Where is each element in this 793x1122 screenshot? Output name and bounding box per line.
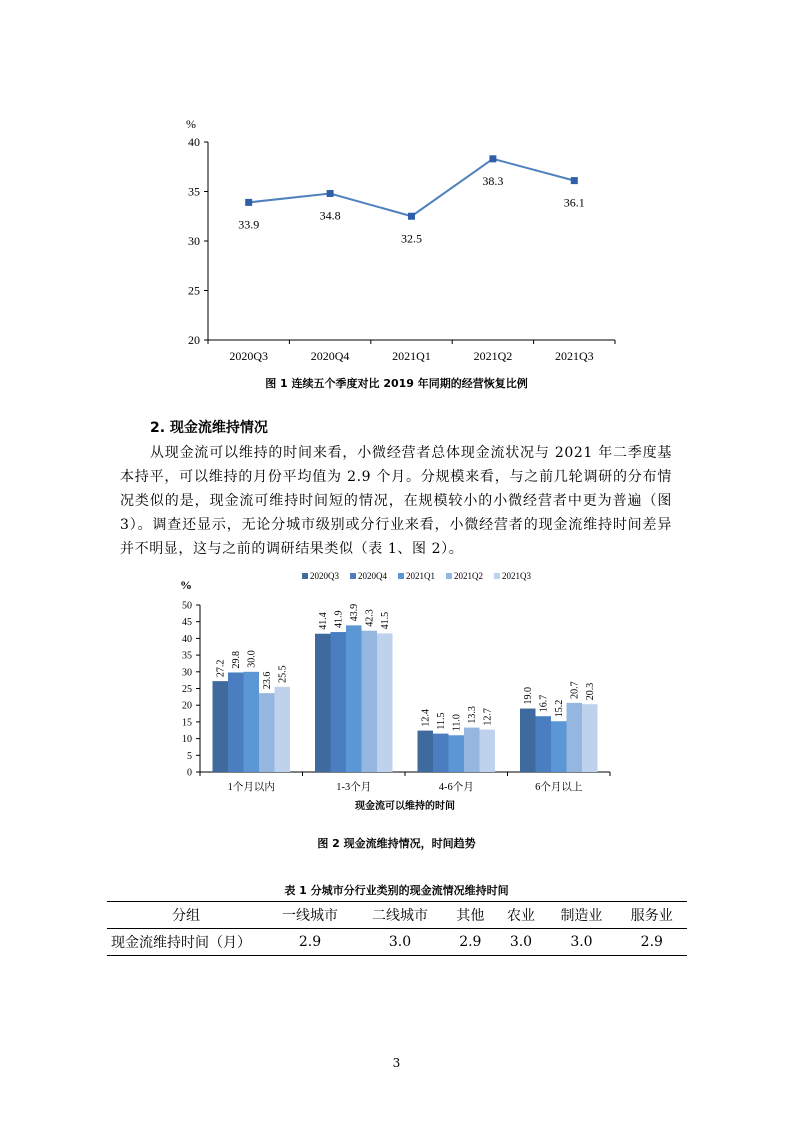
page-number: 3: [392, 1056, 401, 1070]
data-label: 41.4: [318, 612, 330, 630]
body-paragraph: 从现金流可以维持的时间来看，小微经营者总体现金流状况与 2021 年二季度基本持平，可以维持的月份平均值为 2.9 个月。分规模来看，与之前几轮调研的分布情况类似的是，现金流可维持时间短的情况，在规模较小的小微经营者中更为普遍（图 3）。调查还显示，无论分城市级别或分行业来看，小微经营者的现金流维持时间差异并不明显，这与之前的调研结果类似（表 1、图 2）。: [120, 445, 672, 557]
y-tick-label: 30: [188, 234, 200, 248]
bar: [567, 703, 583, 772]
x-axis-title: 现金流可以维持的时间: [355, 801, 455, 812]
y-tick-label: 25: [182, 684, 192, 695]
section-title: 2. 现金流维持情况: [150, 420, 268, 436]
bar: [362, 631, 378, 772]
x-tick-label: 2021Q2: [473, 349, 513, 363]
data-label: 36.1: [563, 195, 585, 210]
bar: [228, 672, 244, 772]
data-point: [408, 213, 415, 220]
data-label: 34.8: [319, 208, 341, 223]
bar: [213, 681, 229, 772]
table-cell: 2.9: [640, 934, 663, 950]
x-tick-label: 1-3个月: [336, 782, 372, 793]
y-tick-label: 40: [182, 633, 192, 645]
bar: [433, 734, 449, 772]
bar: [551, 721, 567, 772]
data-label: 11.5: [436, 712, 448, 730]
legend-label: 2021Q2: [454, 571, 483, 581]
y-tick-label: 35: [188, 184, 200, 199]
table-header-cell: 二线城市: [372, 908, 429, 924]
bar: [480, 730, 496, 772]
data-label: 20.7: [569, 681, 581, 699]
data-label: 13.3: [467, 706, 479, 724]
figure1-caption: 图 1 连续五个季度对比 2019 年同期的经营恢复比例: [265, 377, 528, 390]
y-tick-label: 20: [182, 700, 192, 712]
data-label: 38.3: [482, 173, 504, 188]
data-label: 25.5: [277, 665, 289, 683]
table-row-label: 现金流维持时间（月）: [111, 935, 251, 951]
bar: [331, 632, 347, 772]
data-point: [327, 190, 334, 197]
data-label: 27.2: [215, 659, 227, 678]
table1-caption: 表 1 分城市分行业类别的现金流情况维持时间: [284, 884, 509, 897]
bar: [346, 625, 362, 772]
data-label: 29.8: [231, 650, 243, 669]
data-label: 12.7: [482, 708, 494, 726]
bar: [315, 634, 331, 772]
series-line: [249, 159, 575, 216]
bar: [464, 728, 480, 772]
table-header-row: [107, 902, 687, 929]
bar: [259, 693, 275, 772]
legend-swatch: [446, 573, 452, 579]
bar: [520, 709, 536, 772]
bar-chart: [150, 565, 630, 815]
legend-swatch: [350, 573, 356, 579]
y-axis-unit: %: [186, 117, 196, 131]
table-header-cell: 一线城市: [282, 908, 338, 924]
bar: [275, 687, 291, 772]
y-tick-label: 50: [182, 600, 192, 612]
bar: [449, 735, 465, 772]
bar: [418, 731, 434, 772]
data-point: [245, 199, 252, 206]
legend-label: 2020Q3: [310, 571, 339, 581]
y-tick-label: 5: [187, 750, 192, 762]
data-label: 11.0: [451, 714, 463, 732]
x-tick-label: 6个月以上: [535, 782, 583, 793]
y-tick-label: 45: [182, 617, 192, 629]
table-cell: 2.9: [459, 934, 482, 950]
table-header-cell: 分组: [172, 908, 200, 924]
table1: [107, 901, 687, 956]
data-label: 32.5: [401, 231, 422, 246]
data-label: 23.6: [262, 671, 274, 690]
data-label: 30.0: [246, 650, 258, 668]
data-label: 20.3: [585, 682, 597, 701]
bar: [536, 716, 552, 772]
bar: [377, 633, 393, 772]
legend-swatch: [302, 573, 308, 579]
data-label: 16.7: [538, 694, 550, 713]
table-header-cell: 服务业: [630, 908, 673, 924]
table-cell: 2.9: [298, 934, 322, 950]
legend-label: 2021Q3: [502, 571, 531, 581]
x-tick-label: 1个月以内: [227, 782, 275, 793]
table-cell: 3.0: [570, 934, 593, 950]
line-chart: [150, 110, 630, 370]
data-point: [489, 155, 496, 162]
data-label: 15.2: [554, 699, 566, 718]
table-header-cell: 其他: [456, 908, 485, 924]
y-tick-label: 0: [187, 767, 192, 779]
y-tick-label: 40: [188, 135, 200, 149]
bar: [582, 704, 598, 772]
x-tick-label: 2021Q1: [392, 349, 431, 363]
legend-swatch: [494, 573, 500, 579]
data-label: 33.9: [238, 217, 260, 232]
data-label: 43.9: [349, 603, 361, 622]
legend-swatch: [398, 573, 404, 579]
table-cell: 3.0: [509, 934, 533, 950]
y-tick-label: 15: [182, 717, 192, 729]
data-label: 41.9: [333, 610, 345, 629]
figure2-caption: 图 2 现金流维持情况，时间趋势: [317, 837, 476, 850]
x-tick-label: 2021Q3: [554, 349, 594, 363]
y-tick-label: 20: [188, 333, 200, 347]
x-tick-label: 2020Q4: [310, 349, 350, 363]
table-cell: 3.0: [388, 934, 412, 950]
x-tick-label: 2020Q3: [229, 349, 269, 363]
table-row: [107, 929, 687, 956]
y-tick-label: 25: [188, 283, 200, 298]
table-header-cell: 农业: [506, 908, 535, 924]
y-axis-unit: %: [180, 578, 192, 592]
legend-label: 2020Q4: [358, 571, 387, 581]
y-tick-label: 35: [182, 650, 192, 662]
y-tick-label: 30: [182, 667, 192, 679]
x-tick-label: 4-6个月: [438, 782, 474, 793]
bar: [244, 672, 260, 772]
data-point: [571, 177, 578, 184]
y-tick-label: 10: [182, 734, 192, 746]
data-label: 12.4: [420, 709, 432, 727]
data-label: 19.0: [523, 687, 535, 705]
table-header-cell: 制造业: [560, 908, 603, 924]
data-label: 42.3: [364, 609, 376, 627]
legend-label: 2021Q1: [406, 571, 435, 581]
data-label: 41.5: [380, 611, 392, 630]
